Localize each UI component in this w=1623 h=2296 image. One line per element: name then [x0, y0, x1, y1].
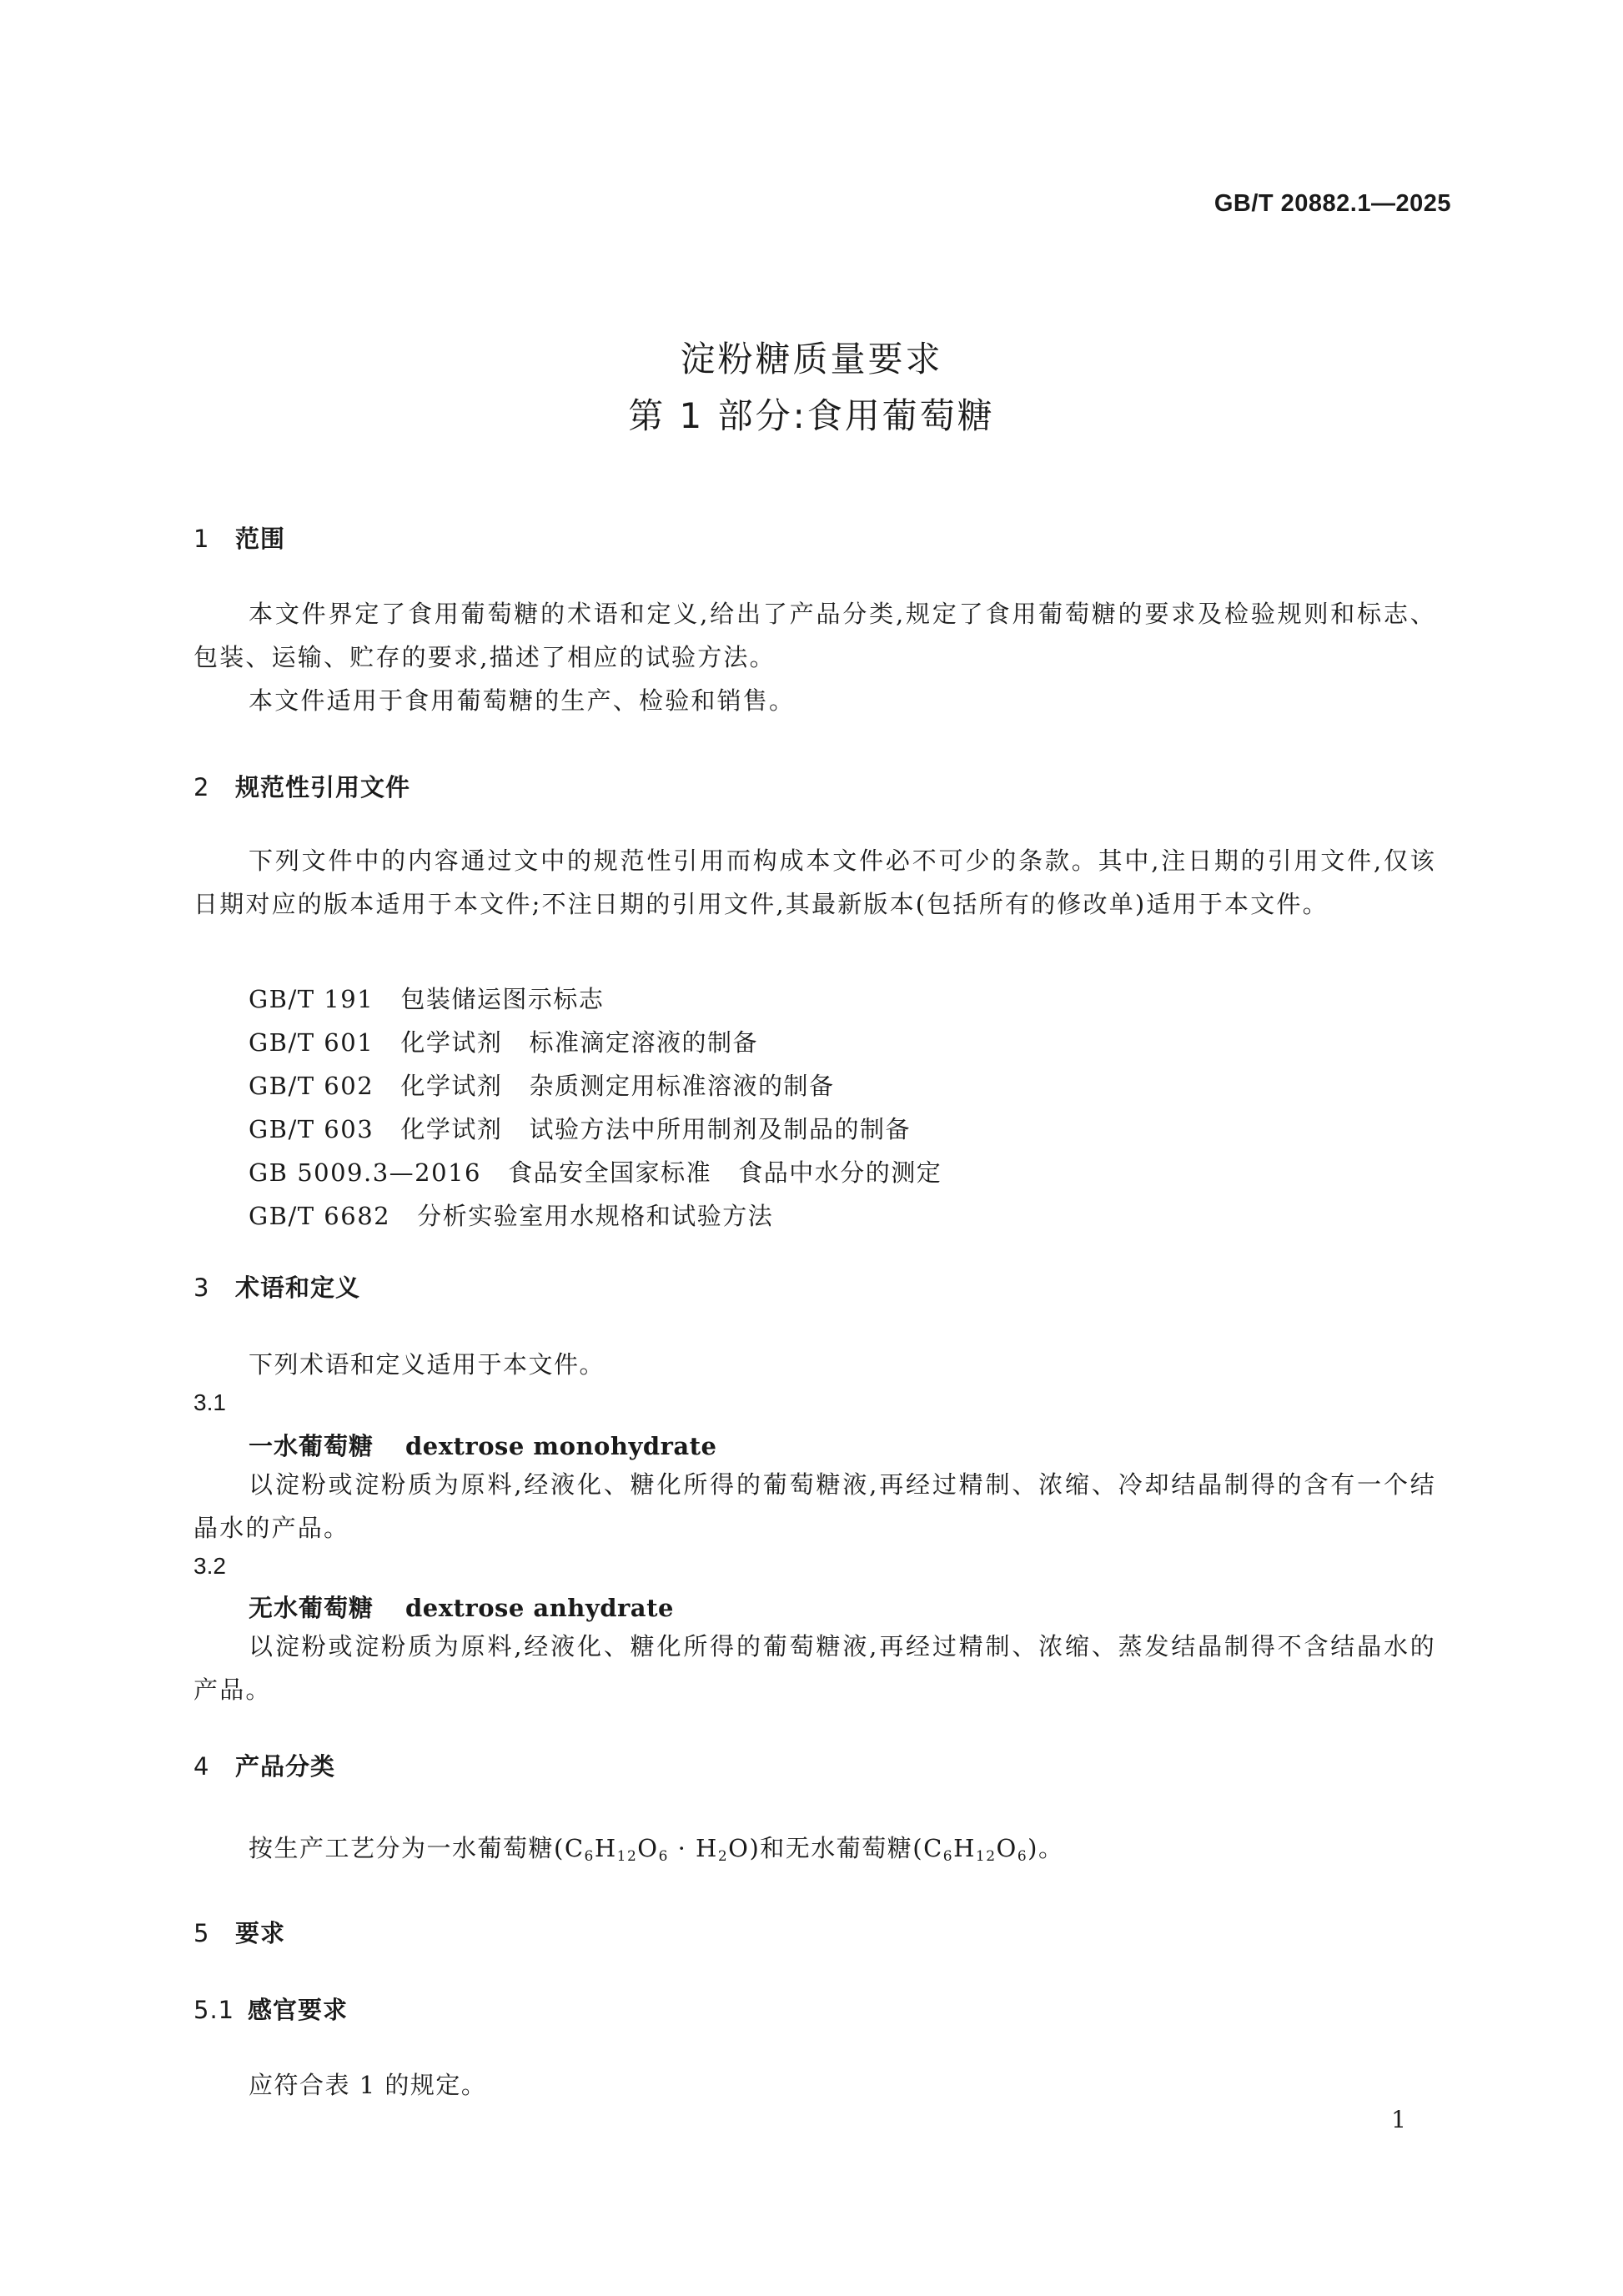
- section-number: 4: [193, 1752, 210, 1781]
- clause-number: 3.1: [193, 1389, 226, 1415]
- section-1-heading: [193, 520, 285, 555]
- page-number: 1: [1391, 2106, 1406, 2133]
- reference-item: GB/T 6682 分析实验室用水规格和试验方法: [249, 1202, 774, 1230]
- section-5-1-heading: [193, 1992, 348, 2026]
- term-chinese: 一水葡萄糖: [249, 1432, 374, 1460]
- section-number: 5: [193, 1919, 210, 1947]
- term-entry: [249, 1428, 717, 1462]
- section-5-heading: [193, 1915, 285, 1949]
- classification-text: 和无水葡萄糖(C: [760, 1834, 943, 1862]
- formula-element: )。: [1028, 1834, 1064, 1862]
- section-3-heading: [193, 1269, 360, 1304]
- term-chinese: 无水葡萄糖: [249, 1594, 374, 1622]
- term-entry: [249, 1590, 674, 1624]
- section-title: 要求: [235, 1919, 286, 1947]
- term-english: dextrose anhydrate: [405, 1594, 674, 1622]
- sensory-requirement-text: 应符合表 1 的规定。: [249, 2071, 487, 2099]
- formula-element: · H: [668, 1834, 718, 1862]
- term-definition: 以淀粉或淀粉质为原料,经液化、糖化所得的葡萄糖液,再经过精制、浓缩、蒸发结晶制得不含结晶水的产品。: [193, 1632, 1436, 1704]
- section-title: 范围: [235, 525, 286, 553]
- subscript: 2: [717, 1848, 729, 1865]
- scope-paragraph-1: 本文件界定了食用葡萄糖的术语和定义,给出了产品分类,规定了食用葡萄糖的要求及检验规则和标志、包装、运输、贮存的要求,描述了相应的试验方法。: [193, 600, 1436, 671]
- section-2-heading: [193, 769, 410, 803]
- formula-element: O): [728, 1834, 761, 1862]
- scope-paragraph-2: 本文件适用于食用葡萄糖的生产、检验和销售。: [249, 686, 796, 715]
- reference-item: GB/T 601 化学试剂 标准滴定溶液的制备: [249, 1028, 758, 1057]
- terms-intro: 下列术语和定义适用于本文件。: [249, 1350, 605, 1379]
- reference-item: GB/T 603 化学试剂 试验方法中所用制剂及制品的制备: [249, 1115, 911, 1143]
- formula-element: O: [637, 1834, 659, 1862]
- section-title: 术语和定义: [235, 1274, 361, 1302]
- section-number: 2: [193, 773, 210, 801]
- section-number: 3: [193, 1274, 210, 1302]
- subscript: 6: [584, 1848, 595, 1865]
- product-classification-text: [249, 1830, 1063, 1865]
- section-number: 5.1: [193, 1996, 235, 2024]
- section-title: 产品分类: [235, 1752, 336, 1781]
- section-4-heading: [193, 1748, 335, 1782]
- subscript: 12: [616, 1848, 638, 1865]
- standard-number: GB/T 20882.1—2025: [1213, 190, 1451, 217]
- subscript: 12: [975, 1848, 997, 1865]
- document-title: 淀粉糖质量要求: [680, 339, 943, 379]
- reference-item: GB 5009.3—2016 食品安全国家标准 食品中水分的测定: [249, 1158, 942, 1187]
- formula-element: H: [953, 1834, 976, 1862]
- document-subtitle: 第 1 部分:食用葡萄糖: [628, 395, 995, 436]
- clause-number: 3.2: [193, 1553, 226, 1579]
- formula-element: H: [594, 1834, 617, 1862]
- section-number: 1: [193, 525, 210, 553]
- term-definition: 以淀粉或淀粉质为原料,经液化、糖化所得的葡萄糖液,再经过精制、浓缩、冷却结晶制得的含有一个结晶水的产品。: [193, 1470, 1436, 1542]
- section-title: 规范性引用文件: [235, 773, 411, 801]
- subscript: 6: [658, 1848, 669, 1865]
- reference-item: GB/T 191 包装储运图示标志: [249, 985, 605, 1013]
- classification-text: 按生产工艺分为一水葡萄糖(C: [249, 1834, 585, 1862]
- subscript: 6: [1017, 1848, 1028, 1865]
- subscript: 6: [942, 1848, 954, 1865]
- term-english: dextrose monohydrate: [405, 1432, 717, 1460]
- reference-item: GB/T 602 化学试剂 杂质测定用标准溶液的制备: [249, 1072, 835, 1100]
- formula-element: O: [996, 1834, 1018, 1862]
- references-intro-paragraph: 下列文件中的内容通过文中的规范性引用而构成本文件必不可少的条款。其中,注日期的引用文件,仅该日期对应的版本适用于本文件;不注日期的引用文件,其最新版本(包括所有的修改单)适用于本文件。: [193, 847, 1436, 918]
- section-title: 感官要求: [248, 1996, 349, 2024]
